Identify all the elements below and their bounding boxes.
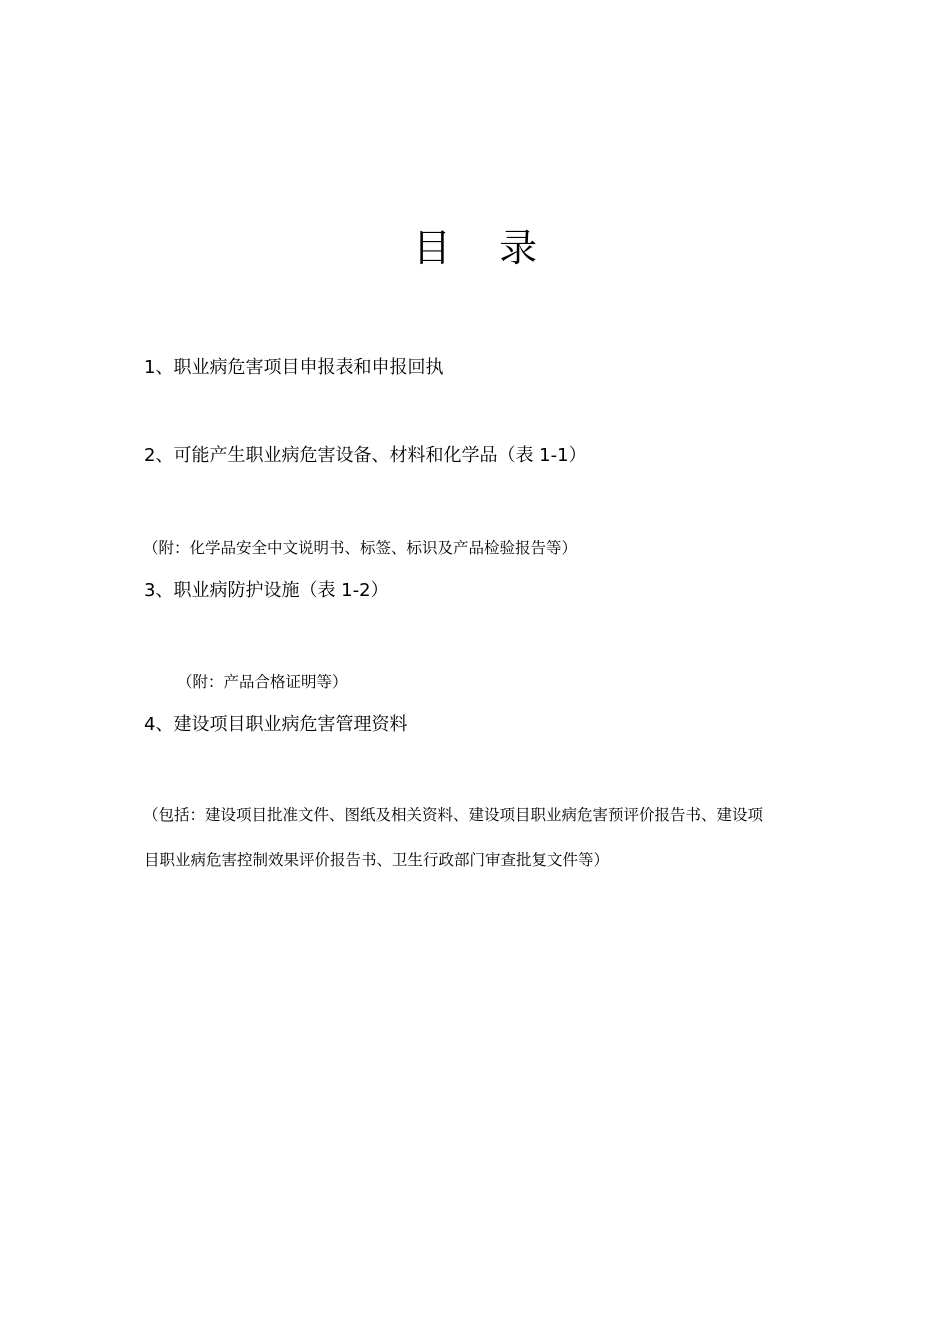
- toc-item-1: 1、职业病危害项目申报表和申报回执: [144, 357, 444, 378]
- toc-item-3: 3、职业病防护设施（表 1-2）: [144, 580, 389, 601]
- toc-item-4: 4、建设项目职业病危害管理资料: [144, 714, 408, 735]
- toc-item-2-note: （附：化学品安全中文说明书、标签、标识及产品检验报告等）: [143, 539, 578, 557]
- toc-item-4-note-line-1: （包括：建设项目批准文件、图纸及相关资料、建设项目职业病危害预评价报告书、建设项: [143, 806, 764, 824]
- page-title: 目 录: [412, 226, 538, 270]
- toc-item-4-note-line-2: 目职业病危害控制效果评价报告书、卫生行政部门审查批复文件等）: [144, 851, 610, 869]
- toc-item-2: 2、可能产生职业病危害设备、材料和化学品（表 1-1）: [144, 445, 587, 466]
- toc-item-3-note: （附：产品合格证明等）: [177, 673, 348, 691]
